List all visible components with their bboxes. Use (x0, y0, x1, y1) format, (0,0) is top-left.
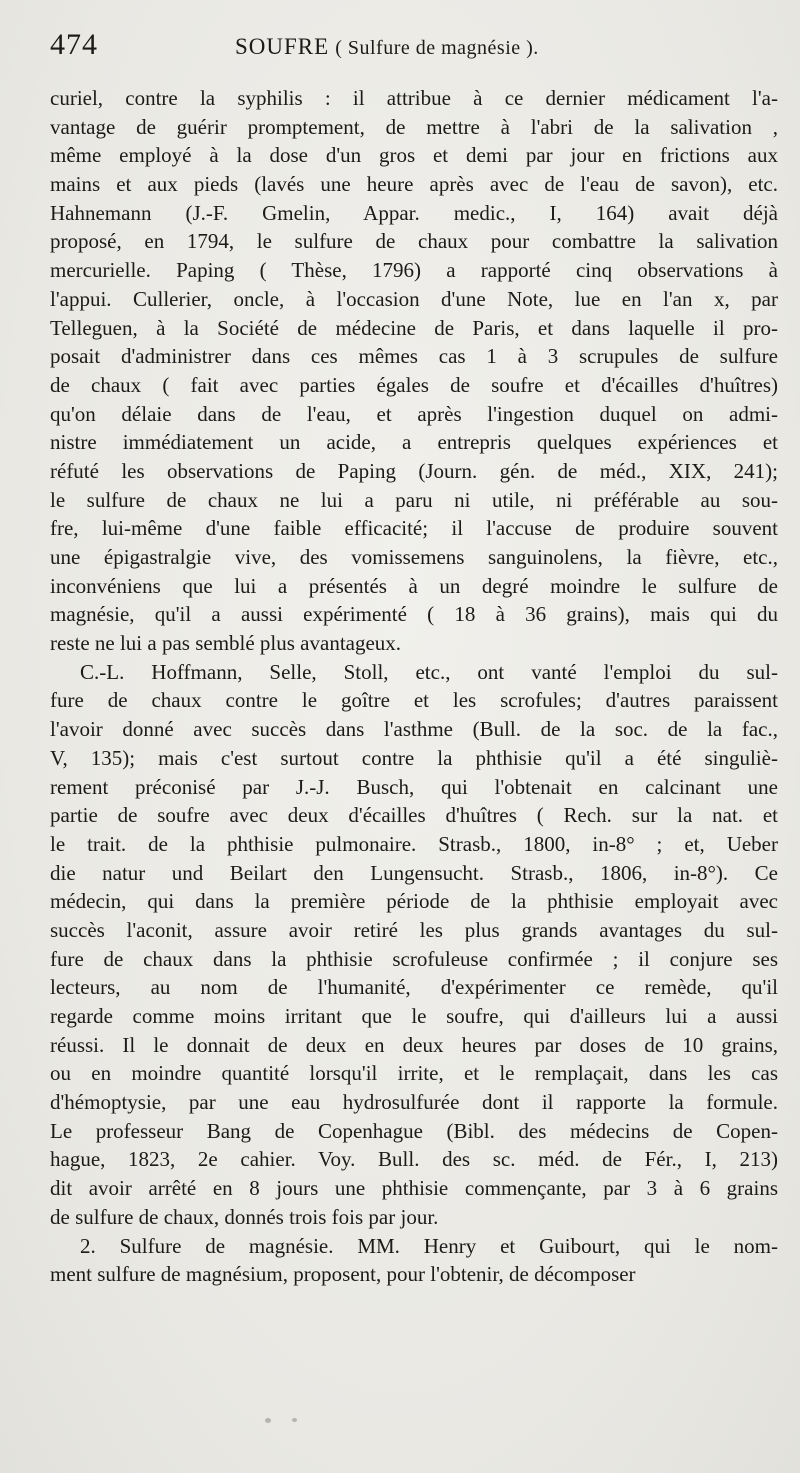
text-line: réussi. Il le donnait de deux en deux heures par doses de 10 grains, (50, 1032, 778, 1057)
text-line: fre, lui-même d'une faible efficacité; il l'accuse de produire souvent (50, 516, 778, 541)
text-line: même employé à la dose d'un gros et demi par jour en frictions aux (50, 143, 778, 168)
text-line: le sulfure de chaux ne lui a paru ni utile, ni préférable au sou- (50, 487, 778, 512)
text-line: V, 135); mais c'est surtout contre la phthisie qu'il a été singuliè- (50, 745, 778, 770)
text-line: réfuté les observations de Paping (Journ. gén. de méd., XIX, 241); (50, 458, 778, 483)
text-line: Le professeur Bang de Copenhague (Bibl. des médecins de Copen- (50, 1118, 778, 1143)
text-line: d'hémoptysie, par une eau hydrosulfurée dont il rapporte la formule. (50, 1090, 778, 1115)
text-line: le trait. de la phthisie pulmonaire. Strasb., 1800, in-8° ; et, Ueber (50, 831, 778, 856)
text-line: une épigastralgie vive, des vomissemens sanguinolens, la fièvre, etc., (50, 545, 778, 569)
text-line: qu'on délaie dans de l'eau, et après l'ingestion duquel on admi- (50, 401, 778, 426)
running-head-main: SOUFRE (235, 34, 330, 59)
text-line: mercurielle. Paping ( Thèse, 1796) a rapporté cinq observations à (50, 258, 778, 283)
text-line: nistre immédiatement un acide, a entrepris quelques expériences et (50, 430, 778, 455)
text-line: inconvéniens que lui a présentés à un degré moindre le sulfure de (50, 573, 778, 598)
body-text (50, 84, 778, 1289)
scan-speck (292, 1418, 297, 1422)
running-head-sub: ( Sulfure de magnésie ). (335, 37, 539, 59)
text-line: lecteurs, au nom de l'humanité, d'expérimenter ce remède, qu'il (50, 975, 778, 1000)
text-line: fure de chaux contre le goître et les scrofules; d'autres paraissent (50, 688, 778, 713)
text-line: ou en moindre quantité lorsqu'il irrite, et le remplaçait, dans les cas (50, 1061, 778, 1086)
text-line: proposé, en 1794, le sulfure de chaux pour combattre la salivation (50, 229, 778, 254)
page-header (50, 28, 778, 78)
scan-speck (265, 1418, 271, 1423)
text-line: de chaux ( fait avec parties égales de soufre et d'écailles d'huîtres) (50, 372, 778, 397)
text-line: vantage de guérir promptement, de mettre à l'abri de la salivation , (50, 114, 778, 139)
text-line: regarde comme moins irritant que le soufre, qui d'ailleurs lui a aussi (50, 1004, 778, 1028)
text-line: reste ne lui a pas semblé plus avantageux. (50, 631, 402, 656)
text-line: magnésie, qu'il a aussi expérimenté ( 18 à 36 grains), mais qui du (50, 602, 778, 627)
text-line: de sulfure de chaux, donnés trois fois par jour. (50, 1204, 439, 1229)
text-line: curiel, contre la syphilis : il attribue à ce dernier médicament l'a- (50, 86, 778, 110)
text-line: die natur und Beilart den Lungensucht. Strasb., 1806, in-8°). Ce (50, 860, 778, 885)
text-line: Telleguen, à la Société de médecine de Paris, et dans laquelle il pro- (50, 315, 778, 340)
text-line: dit avoir arrêté en 8 jours une phthisie commençante, par 3 à 6 grains (50, 1176, 778, 1201)
text-line: 2. Sulfure de magnésie. MM. Henry et Guibourt, qui le nom- (80, 1233, 778, 1258)
text-line: ment sulfure de magnésium, proposent, pour l'obtenir, de décomposer (50, 1262, 636, 1287)
text-line: l'avoir donné avec succès dans l'asthme (Bull. de la soc. de la fac., (50, 717, 778, 742)
running-head (235, 34, 539, 60)
text-line: succès l'aconit, assure avoir retiré les plus grands avantages du sul- (50, 917, 778, 942)
text-line: posait d'administrer dans ces mêmes cas 1 à 3 scrupules de sulfure (50, 344, 778, 369)
text-line: hague, 1823, 2e cahier. Voy. Bull. des sc. méd. de Fér., I, 213) (50, 1147, 778, 1172)
text-line: Hahnemann (J.-F. Gmelin, Appar. medic., I, 164) avait déjà (50, 200, 778, 225)
text-line: fure de chaux dans la phthisie scrofuleuse confirmée ; il conjure ses (50, 946, 778, 971)
text-line: partie de soufre avec deux d'écailles d'huîtres ( Rech. sur la nat. et (50, 803, 778, 828)
text-line: C.-L. Hoffmann, Selle, Stoll, etc., ont vanté l'emploi du sul- (80, 659, 778, 684)
text-line: l'appui. Cullerier, oncle, à l'occasion d'une Note, lue en l'an x, par (50, 286, 778, 311)
page-number: 474 (50, 28, 98, 61)
text-line: rement préconisé par J.-J. Busch, qui l'obtenait en calcinant une (50, 774, 778, 799)
text-line: médecin, qui dans la première période de la phthisie employait avec (50, 889, 778, 914)
text-line: mains et aux pieds (lavés une heure après avec de l'eau de savon), etc. (50, 172, 778, 197)
